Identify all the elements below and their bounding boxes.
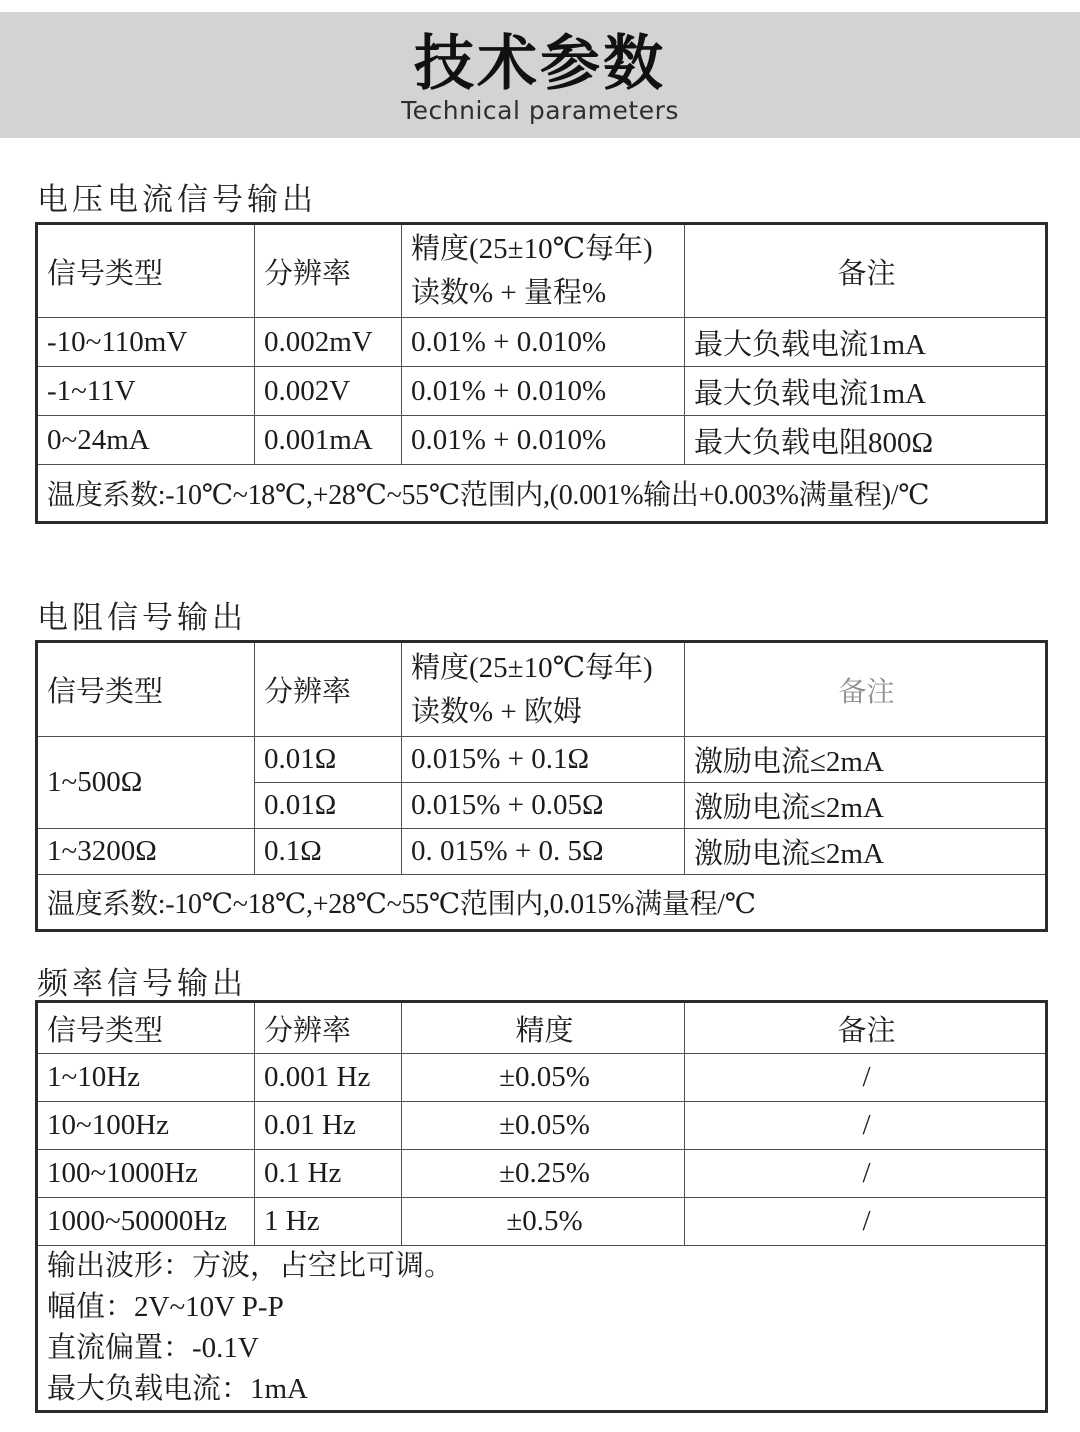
accuracy-header-line2: 读数% + 欧姆 <box>411 695 583 728</box>
temperature-coefficient-note: 温度系数:-10℃~18℃,+28℃~55℃范围内,(0.001%输出+0.003%满量程)/℃ <box>37 465 1047 523</box>
note-dc-offset: 直流偏置：-0.1V <box>47 1332 259 1364</box>
col-header-resolution: 分辨率 <box>255 224 402 318</box>
accuracy-cell: 0. 015% + 0. 5Ω <box>402 829 685 875</box>
col-header-resolution: 分辨率 <box>255 1002 402 1054</box>
table-row <box>37 1102 1047 1150</box>
col-header-remark: 备注 <box>685 224 1047 318</box>
accuracy-header-line1: 精度(25±10℃每年) <box>411 233 653 265</box>
accuracy-cell: 0.015% + 0.05Ω <box>402 783 685 829</box>
accuracy-cell: 0.01% + 0.010% <box>402 367 685 416</box>
resolution-cell: 0.1 Hz <box>255 1150 402 1198</box>
col-header-accuracy <box>402 224 685 318</box>
section-heading-voltage-current: 电压电流信号输出 <box>37 182 317 217</box>
section-heading-resistance: 电阻信号输出 <box>37 600 247 635</box>
col-header-signal-type: 信号类型 <box>37 642 255 737</box>
signal-type-cell: 100~1000Hz <box>37 1150 255 1198</box>
table-row <box>37 416 1047 465</box>
section-heading-frequency: 频率信号输出 <box>37 966 247 1001</box>
accuracy-cell: ±0.05% <box>402 1102 685 1150</box>
title-banner <box>0 12 1080 138</box>
page-title: 技术参数 <box>414 29 666 99</box>
col-header-remark: 备注 <box>685 1002 1047 1054</box>
accuracy-cell: ±0.5% <box>402 1198 685 1246</box>
table-row <box>37 367 1047 416</box>
table-header-row <box>37 642 1047 737</box>
frequency-table <box>35 1000 1048 1413</box>
signal-type-cell: 10~100Hz <box>37 1102 255 1150</box>
page-subtitle: Technical parameters <box>401 96 679 125</box>
table-header-row <box>37 1002 1047 1054</box>
output-notes-row <box>37 1246 1047 1412</box>
signal-type-cell: 1~10Hz <box>37 1054 255 1102</box>
accuracy-cell: 0.01% + 0.010% <box>402 318 685 367</box>
accuracy-cell: ±0.05% <box>402 1054 685 1102</box>
signal-type-cell: 1~500Ω <box>37 737 255 829</box>
note-amplitude: 幅值：2V~10V P-P <box>47 1291 284 1323</box>
resolution-cell: 0.002V <box>255 367 402 416</box>
table-row <box>37 1150 1047 1198</box>
remark-cell: 最大负载电阻800Ω <box>685 416 1047 465</box>
temperature-coefficient-row <box>37 465 1047 523</box>
remark-cell: / <box>685 1150 1047 1198</box>
table-row <box>37 1054 1047 1102</box>
col-header-remark: 备注 <box>685 642 1047 737</box>
col-header-accuracy: 精度 <box>402 1002 685 1054</box>
accuracy-cell: ±0.25% <box>402 1150 685 1198</box>
table-row <box>37 737 1047 783</box>
col-header-resolution: 分辨率 <box>255 642 402 737</box>
resolution-cell: 0.01Ω <box>255 737 402 783</box>
resistance-table <box>35 640 1048 932</box>
resolution-cell: 0.001 Hz <box>255 1054 402 1102</box>
remark-cell: 激励电流≤2mA <box>685 829 1047 875</box>
resolution-cell: 0.1Ω <box>255 829 402 875</box>
col-header-signal-type: 信号类型 <box>37 224 255 318</box>
signal-type-cell: 1~3200Ω <box>37 829 255 875</box>
table-row <box>37 1198 1047 1246</box>
resolution-cell: 0.01 Hz <box>255 1102 402 1150</box>
remark-cell: 最大负载电流1mA <box>685 318 1047 367</box>
remark-cell: / <box>685 1102 1047 1150</box>
col-header-accuracy <box>402 642 685 737</box>
resolution-cell: 1 Hz <box>255 1198 402 1246</box>
remark-cell: / <box>685 1198 1047 1246</box>
remark-cell: 最大负载电流1mA <box>685 367 1047 416</box>
temperature-coefficient-row <box>37 875 1047 931</box>
signal-type-cell: -10~110mV <box>37 318 255 367</box>
table-header-row <box>37 224 1047 318</box>
remark-cell: 激励电流≤2mA <box>685 783 1047 829</box>
col-header-signal-type: 信号类型 <box>37 1002 255 1054</box>
remark-cell: 激励电流≤2mA <box>685 737 1047 783</box>
table-row <box>37 318 1047 367</box>
resolution-cell: 0.001mA <box>255 416 402 465</box>
note-waveform: 输出波形：方波，占空比可调。 <box>47 1250 454 1282</box>
note-max-load-current: 最大负载电流：1mA <box>47 1373 309 1405</box>
accuracy-cell: 0.01% + 0.010% <box>402 416 685 465</box>
signal-type-cell: -1~11V <box>37 367 255 416</box>
signal-type-cell: 1000~50000Hz <box>37 1198 255 1246</box>
temperature-coefficient-note: 温度系数:-10℃~18℃,+28℃~55℃范围内,0.015%满量程/℃ <box>37 875 1047 931</box>
accuracy-header-line2: 读数% + 量程% <box>411 277 607 309</box>
table-row <box>37 829 1047 875</box>
output-notes-cell <box>37 1246 1047 1412</box>
resolution-cell: 0.01Ω <box>255 783 402 829</box>
resolution-cell: 0.002mV <box>255 318 402 367</box>
accuracy-cell: 0.015% + 0.1Ω <box>402 737 685 783</box>
accuracy-header-line1: 精度(25±10℃每年) <box>411 651 653 684</box>
signal-type-cell: 0~24mA <box>37 416 255 465</box>
remark-cell: / <box>685 1054 1047 1102</box>
voltage-current-table <box>35 222 1048 524</box>
